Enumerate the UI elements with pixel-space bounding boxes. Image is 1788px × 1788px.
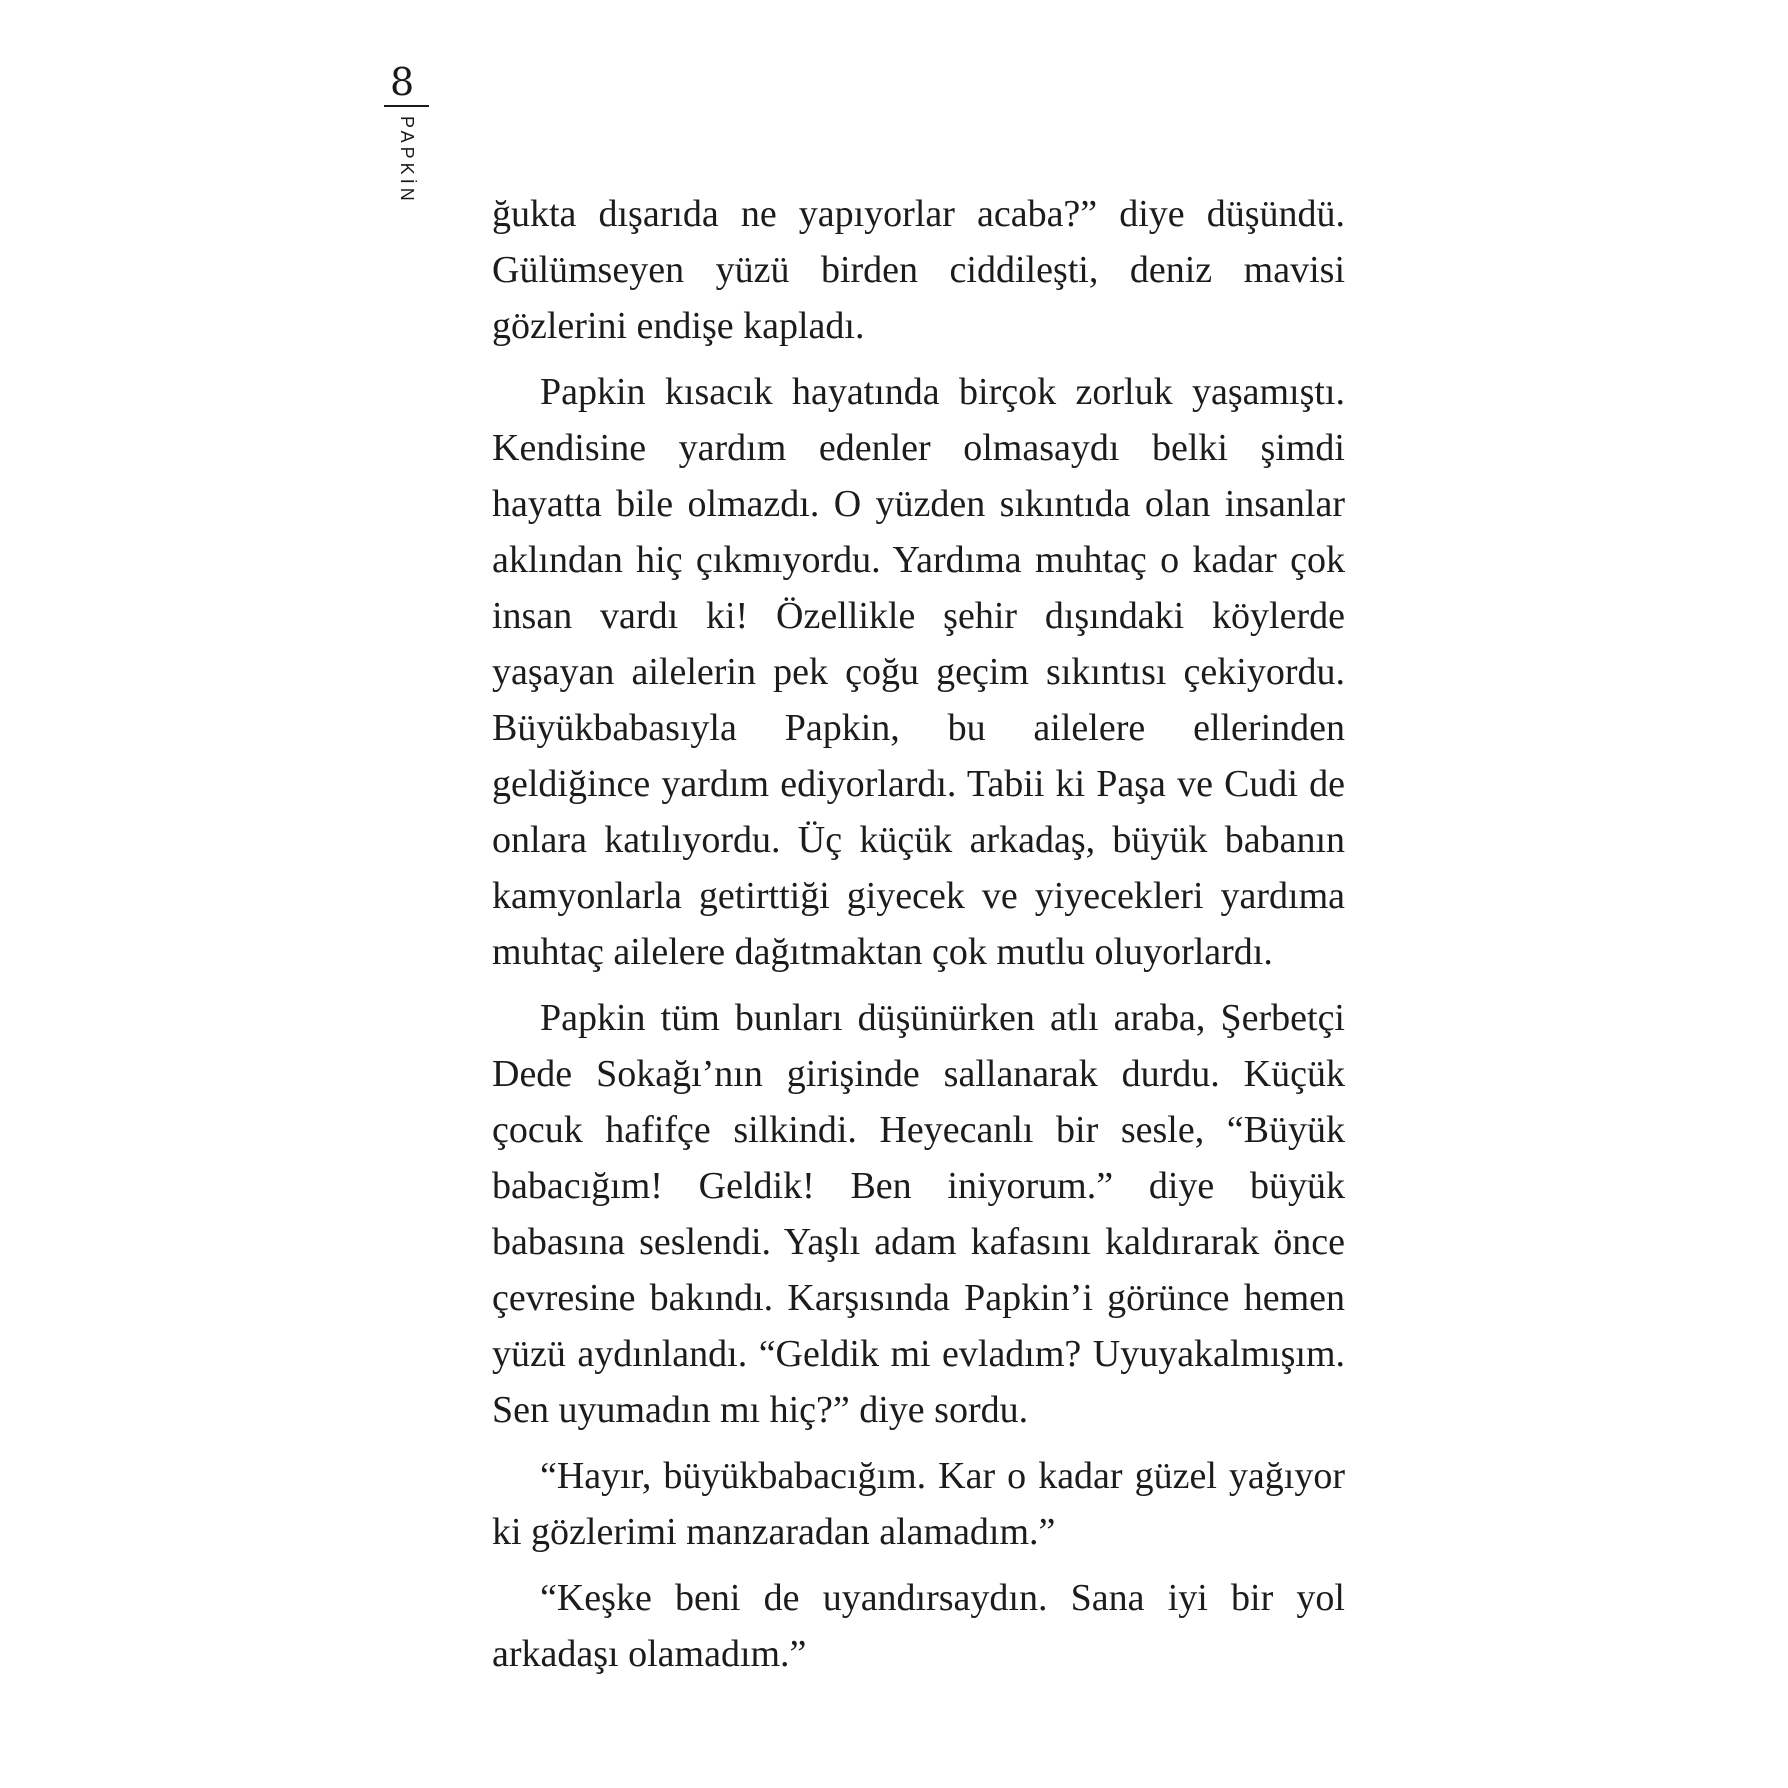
paragraph-1: ğukta dışarıda ne yapıyorlar acaba?” diye düşündü. Gülümseyen yüzü birden ciddileşti, deniz mavisi gözlerini endişe kapladı. (492, 193, 1345, 347)
paragraph-5: “Keşke beni de uyandırsaydın. Sana iyi bir yol arkadaşı olamadım.” (492, 1577, 1345, 1675)
page-folio (384, 60, 432, 205)
paragraph-4: “Hayır, büyükbabacığım. Kar o kadar güzel yağıyor ki gözlerimi manzaradan alamadım.” (492, 1455, 1345, 1553)
paragraph-2: Papkin kısacık hayatında birçok zorluk yaşamıştı. Kendisine yardım edenler olmasaydı belki şimdi hayatta bile olmazdı. O yüzden sıkıntıda olan insanlar aklından hiç çıkmıyordu. Yardıma muhtaç o kadar çok insan vardı ki! Özellikle şehir dışındaki köylerde yaşayan ailelerin pek çoğu geçim sıkıntısı çekiyordu. Büyükbabasıyla Papkin, bu ailelere ellerinden geldiğince yardım ediyorlardı. Tabii ki Paşa ve Cudi de onlara katılıyordu. Üç küçük arkadaş, büyük babanın kamyonlarla getirttiği giyecek ve yiyecekleri yardıma muhtaç ailelere dağıtmaktan çok mutlu oluyorlardı. (492, 371, 1345, 973)
body-text (492, 186, 1345, 1692)
page-number: 8 (390, 60, 415, 104)
folio-divider (384, 105, 429, 107)
running-head: PAPKİN (397, 116, 417, 205)
paragraph-3: Papkin tüm bunları düşünürken atlı araba, Şerbetçi Dede Sokağı’nın girişinde sallanarak durdu. Küçük çocuk hafifçe silkindi. Heyecanlı bir sesle, “Büyük babacığım! Geldik! Ben iniyorum.” diye büyük babasına seslendi. Yaşlı adam kafasını kaldırarak önce çevresine bakındı. Karşısında Papkin’i görünce hemen yüzü aydınlandı. “Geldik mi evladım? Uyuyakalmışım. Sen uyumadın mı hiç?” diye sordu. (492, 997, 1345, 1431)
